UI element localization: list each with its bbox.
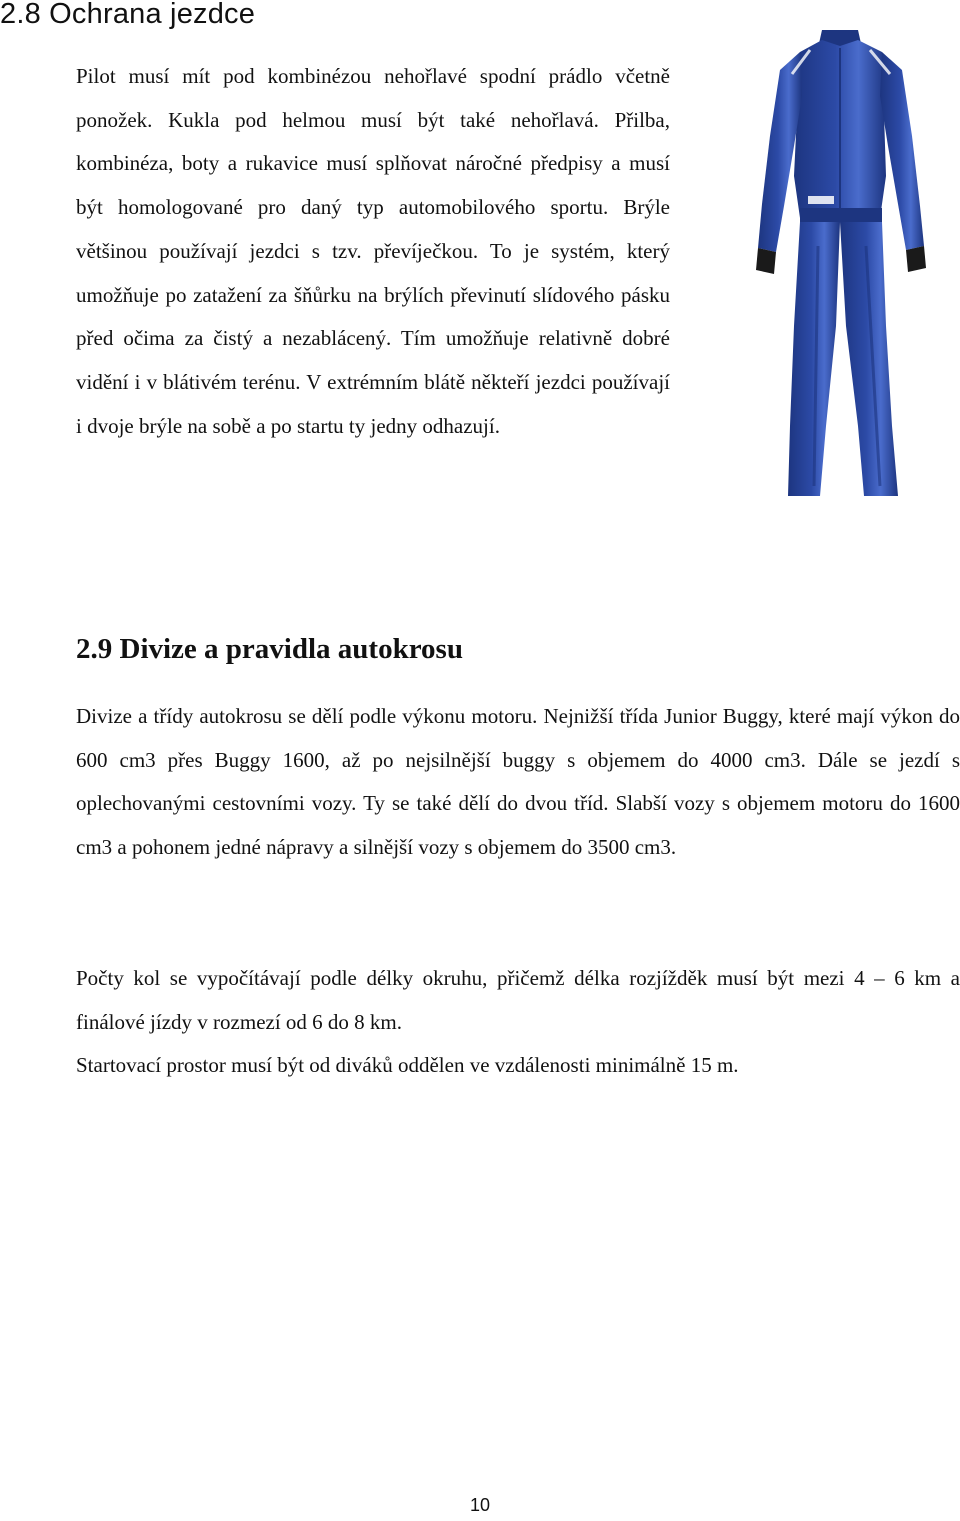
- suit-right-leg: [840, 222, 898, 496]
- suit-right-arm: [880, 52, 924, 250]
- page-number: 10: [469, 1495, 491, 1515]
- suit-left-cuff: [756, 248, 776, 274]
- suit-right-cuff: [906, 246, 926, 272]
- paragraph-laps: Počty kol se vypočítávají podle délky okruhu, přičemž délka rozjížděk musí být mezi 4 – 6 km a finálové jízdy v rozmezí od 6 do 8 km.: [76, 966, 960, 1034]
- paragraph-start-area: Startovací prostor musí být od diváků oddělen ve vzdálenosti minimálně 15 m.: [76, 1053, 739, 1077]
- section-heading-divize-pravidla: 2.9 Divize a pravidla autokrosu: [76, 633, 463, 665]
- suit-chest-logo: [808, 196, 834, 204]
- paragraph-rider-protection: Pilot musí mít pod kombinézou nehořlavé spodní prádlo včetně ponožek. Kukla pod helmou musí být také nehořlavá. Přilba, kombinéza, boty a rukavice musí splňovat náročné předpisy a musí být homologované pro daný typ automobilového sportu. Brýle většinou používají jezdci s tzv. převíječkou. To je systém, který umožňuje po zatažení za šňůrku na brýlích převinutí slídového pásku před očima za čistý a nezablácený. Tím umožňuje relativně dobré vidění i v blátivém terénu. V extrémním blátě někteří jezdci používají i dvoje brýle na sobě a po startu ty jedny odhazují.: [76, 64, 670, 438]
- section-heading-ochrana-jezdce: 2.8 Ochrana jezdce: [0, 0, 256, 30]
- paragraph-divisions: Divize a třídy autokrosu se dělí podle výkonu motoru. Nejnižší třída Junior Buggy, které mají výkon do 600 cm3 přes Buggy 1600, až po nejsilnější buggy s objemem do 4000 cm3. Dále se jezdí s oplechovanými cestovními vozy. Ty se také dělí do dvou tříd. Slabší vozy s objemem motoru do 1600 cm3 a pohonem jedné nápravy a silnější vozy s objemem do 3500 cm3.: [76, 704, 960, 860]
- racing-suit-image: [740, 26, 940, 508]
